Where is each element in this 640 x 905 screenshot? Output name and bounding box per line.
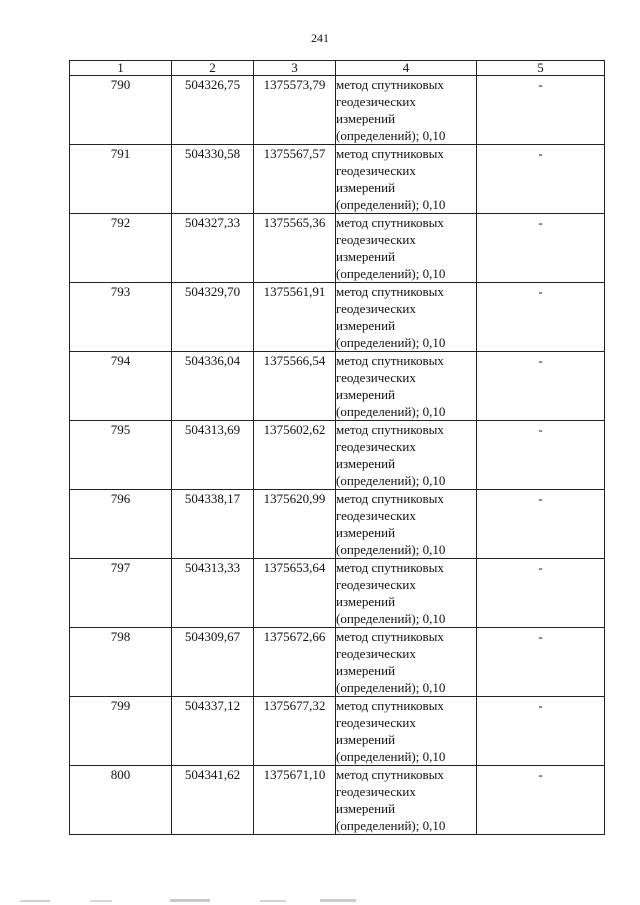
point-number-cell: 790 [70, 76, 172, 145]
point-number-cell: 799 [70, 697, 172, 766]
column-header-5: 5 [477, 61, 605, 76]
y-coordinate-cell: 1375566,54 [254, 352, 336, 421]
method-line: (определений); 0,10 [336, 818, 446, 833]
table-row [70, 352, 605, 421]
y-coordinate-cell: 1375671,10 [254, 766, 336, 835]
point-number-cell: 794 [70, 352, 172, 421]
method-line: измерений [336, 525, 396, 540]
x-coordinate-cell: 504313,69 [172, 421, 254, 490]
y-coordinate-cell: 1375672,66 [254, 628, 336, 697]
note-cell: - [477, 490, 605, 559]
scan-artifact-marks [20, 897, 620, 905]
x-coordinate-cell: 504330,58 [172, 145, 254, 214]
method-cell [336, 421, 477, 490]
method-line: измерений [336, 180, 396, 195]
method-line: измерений [336, 318, 396, 333]
coordinates-table [69, 60, 605, 835]
method-line: геодезических [336, 715, 416, 730]
method-line: (определений); 0,10 [336, 611, 446, 626]
y-coordinate-cell: 1375602,62 [254, 421, 336, 490]
method-cell [336, 352, 477, 421]
method-line: метод спутниковых [336, 767, 444, 782]
table-row [70, 214, 605, 283]
table-row [70, 766, 605, 835]
method-cell [336, 490, 477, 559]
method-line: геодезических [336, 784, 416, 799]
table-body [70, 76, 605, 835]
method-line: метод спутниковых [336, 629, 444, 644]
table-row [70, 283, 605, 352]
y-coordinate-cell: 1375573,79 [254, 76, 336, 145]
method-cell [336, 214, 477, 283]
page-number: 241 [311, 31, 329, 45]
y-coordinate-cell: 1375567,57 [254, 145, 336, 214]
x-coordinate-cell: 504337,12 [172, 697, 254, 766]
method-line: метод спутниковых [336, 422, 444, 437]
note-cell: - [477, 766, 605, 835]
method-cell [336, 628, 477, 697]
column-header-1: 1 [70, 61, 172, 76]
method-line: геодезических [336, 370, 416, 385]
note-cell: - [477, 76, 605, 145]
x-coordinate-cell: 504329,70 [172, 283, 254, 352]
note-cell: - [477, 145, 605, 214]
table-row [70, 697, 605, 766]
column-header-4: 4 [336, 61, 477, 76]
x-coordinate-cell: 504313,33 [172, 559, 254, 628]
method-line: метод спутниковых [336, 491, 444, 506]
method-line: (определений); 0,10 [336, 128, 446, 143]
point-number-cell: 791 [70, 145, 172, 214]
note-cell: - [477, 628, 605, 697]
x-coordinate-cell: 504326,75 [172, 76, 254, 145]
method-line: геодезических [336, 301, 416, 316]
table-row [70, 76, 605, 145]
method-line: геодезических [336, 94, 416, 109]
method-line: измерений [336, 249, 396, 264]
method-cell [336, 145, 477, 214]
method-line: (определений); 0,10 [336, 404, 446, 419]
method-line: (определений); 0,10 [336, 749, 446, 764]
method-line: измерений [336, 387, 396, 402]
point-number-cell: 796 [70, 490, 172, 559]
note-cell: - [477, 559, 605, 628]
method-line: метод спутниковых [336, 353, 444, 368]
method-line: измерений [336, 732, 396, 747]
method-line: геодезических [336, 646, 416, 661]
method-line: метод спутниковых [336, 560, 444, 575]
x-coordinate-cell: 504341,62 [172, 766, 254, 835]
method-line: измерений [336, 456, 396, 471]
table-row [70, 421, 605, 490]
method-line: измерений [336, 801, 396, 816]
method-cell [336, 697, 477, 766]
table-row [70, 490, 605, 559]
method-line: геодезических [336, 232, 416, 247]
note-cell: - [477, 421, 605, 490]
x-coordinate-cell: 504336,04 [172, 352, 254, 421]
method-cell [336, 559, 477, 628]
point-number-cell: 793 [70, 283, 172, 352]
method-cell [336, 76, 477, 145]
table-row [70, 628, 605, 697]
y-coordinate-cell: 1375653,64 [254, 559, 336, 628]
note-cell: - [477, 283, 605, 352]
method-line: метод спутниковых [336, 215, 444, 230]
table-row [70, 559, 605, 628]
x-coordinate-cell: 504338,17 [172, 490, 254, 559]
method-line: (определений); 0,10 [336, 335, 446, 350]
point-number-cell: 795 [70, 421, 172, 490]
method-line: метод спутниковых [336, 146, 444, 161]
method-cell [336, 766, 477, 835]
y-coordinate-cell: 1375677,32 [254, 697, 336, 766]
method-line: геодезических [336, 508, 416, 523]
method-line: геодезических [336, 439, 416, 454]
method-line: (определений); 0,10 [336, 266, 446, 281]
column-header-2: 2 [172, 61, 254, 76]
method-line: геодезических [336, 577, 416, 592]
method-line: метод спутниковых [336, 77, 444, 92]
method-line: измерений [336, 663, 396, 678]
note-cell: - [477, 352, 605, 421]
method-line: измерений [336, 111, 396, 126]
point-number-cell: 797 [70, 559, 172, 628]
table-header-row [70, 61, 605, 76]
method-line: (определений); 0,10 [336, 197, 446, 212]
method-line: геодезических [336, 163, 416, 178]
y-coordinate-cell: 1375565,36 [254, 214, 336, 283]
note-cell: - [477, 697, 605, 766]
column-header-3: 3 [254, 61, 336, 76]
table-row [70, 145, 605, 214]
method-cell [336, 283, 477, 352]
y-coordinate-cell: 1375561,91 [254, 283, 336, 352]
method-line: (определений); 0,10 [336, 680, 446, 695]
method-line: (определений); 0,10 [336, 542, 446, 557]
y-coordinate-cell: 1375620,99 [254, 490, 336, 559]
method-line: измерений [336, 594, 396, 609]
method-line: метод спутниковых [336, 698, 444, 713]
point-number-cell: 792 [70, 214, 172, 283]
x-coordinate-cell: 504309,67 [172, 628, 254, 697]
point-number-cell: 800 [70, 766, 172, 835]
point-number-cell: 798 [70, 628, 172, 697]
note-cell: - [477, 214, 605, 283]
x-coordinate-cell: 504327,33 [172, 214, 254, 283]
method-line: метод спутниковых [336, 284, 444, 299]
method-line: (определений); 0,10 [336, 473, 446, 488]
